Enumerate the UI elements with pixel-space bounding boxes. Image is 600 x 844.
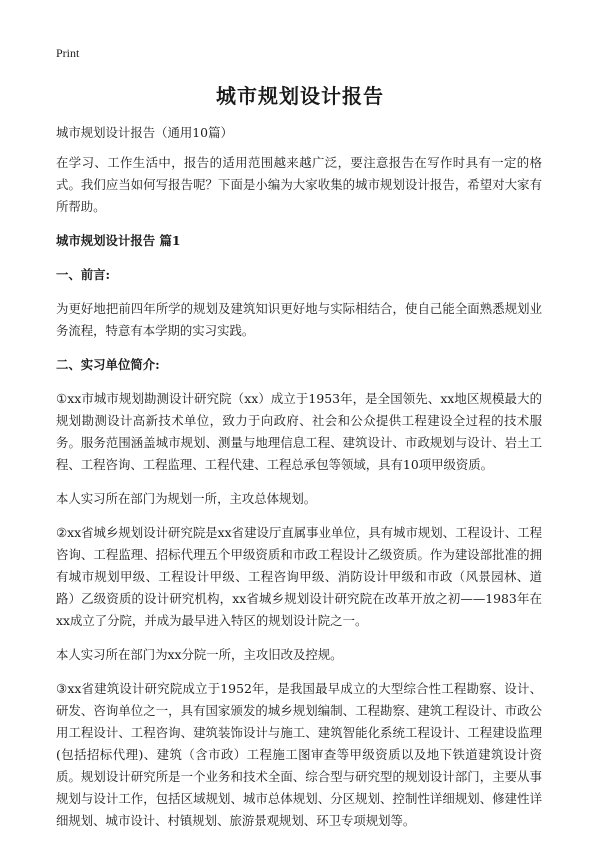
unit1-paragraph: ①xx市城市规划勘测设计研究院（xx）成立于1953年，是全国领先、xx地区规模最大的规划勘测设计高新技术单位，致力于向政府、社会和公众提供工程建设全过程的技术服务。服务范围涵盖城市规划、测量与地理信息工程、建筑设计、市政规划与设计、岩土工程、工程咨询、工程监理、工程代建、工程总承包等领域，具有10项甲级资质。 xyxy=(56,391,542,472)
units-heading: 二、实习单位简介: xyxy=(56,357,160,372)
unit2-paragraph: ②xx省城乡规划设计研究院是xx省建设厅直属事业单位，具有城市规划、工程设计、工程咨询、工程监理、招标代理五个甲级资质和市政工程设计乙级资质。作为建设部批准的拥有城市规划甲级、工程设计甲级、工程咨询甲级、消防设计甲级和市政（风景园林、道路）乙级资质的设计研究机构，xx省城乡规划设计研究院在改革开放之初——1983年在xx成立了分院，并成为最早进入特区的规划设计院之一。 xyxy=(56,525,542,628)
section-heading: 城市规划设计报告 篇1 xyxy=(56,233,181,248)
unit2-note: 本人实习所在部门为xx分院一所，主攻旧改及控规。 xyxy=(56,647,343,662)
print-link[interactable]: Print xyxy=(56,46,80,60)
unit1-note: 本人实习所在部门为规划一所，主攻总体规划。 xyxy=(56,491,317,506)
preface-paragraph: 为更好地把前四年所学的规划及建筑知识更好地与实际相结合，使自己能全面熟悉规划业务流程，特意有本学期的实习实践。 xyxy=(56,301,542,338)
unit3-paragraph: ③xx省建筑设计研究院成立于1952年，是我国最早成立的大型综合性工程勘察、设计、研发、咨询单位之一，具有国家颁发的城乡规划编制、工程勘察、建筑工程设计、市政公用工程设计、工程咨询、建筑装饰设计与施工、建筑智能化系统工程设计、工程建设监理(包括招标代理)、建筑（含市政）工程施工图审查等甲级资质以及地下铁道建筑设计资质。规划设计研究所是一个业务和技术全面、综合型与研究型的规划设计部门，主要从事规划与设计工作，包括区域规划、城市总体规划、分区规划、控制性详细规划、修建性详细规划、城市设计、村镇规划、旅游景观规划、环卫专项规划等。 xyxy=(56,681,542,828)
document-body xyxy=(56,122,542,844)
preface-heading: 一、前言: xyxy=(56,267,111,282)
intro-paragraph: 在学习、工作生活中，报告的适用范围越来越广泛，要注意报告在写作时具有一定的格式。我们应当如何写报告呢？下面是小编为大家收集的城市规划设计报告，希望对大家有所帮助。 xyxy=(56,155,542,214)
document-subtitle: 城市规划设计报告（通用10篇） xyxy=(56,125,233,140)
page-title: 城市规划设计报告 xyxy=(216,84,384,108)
